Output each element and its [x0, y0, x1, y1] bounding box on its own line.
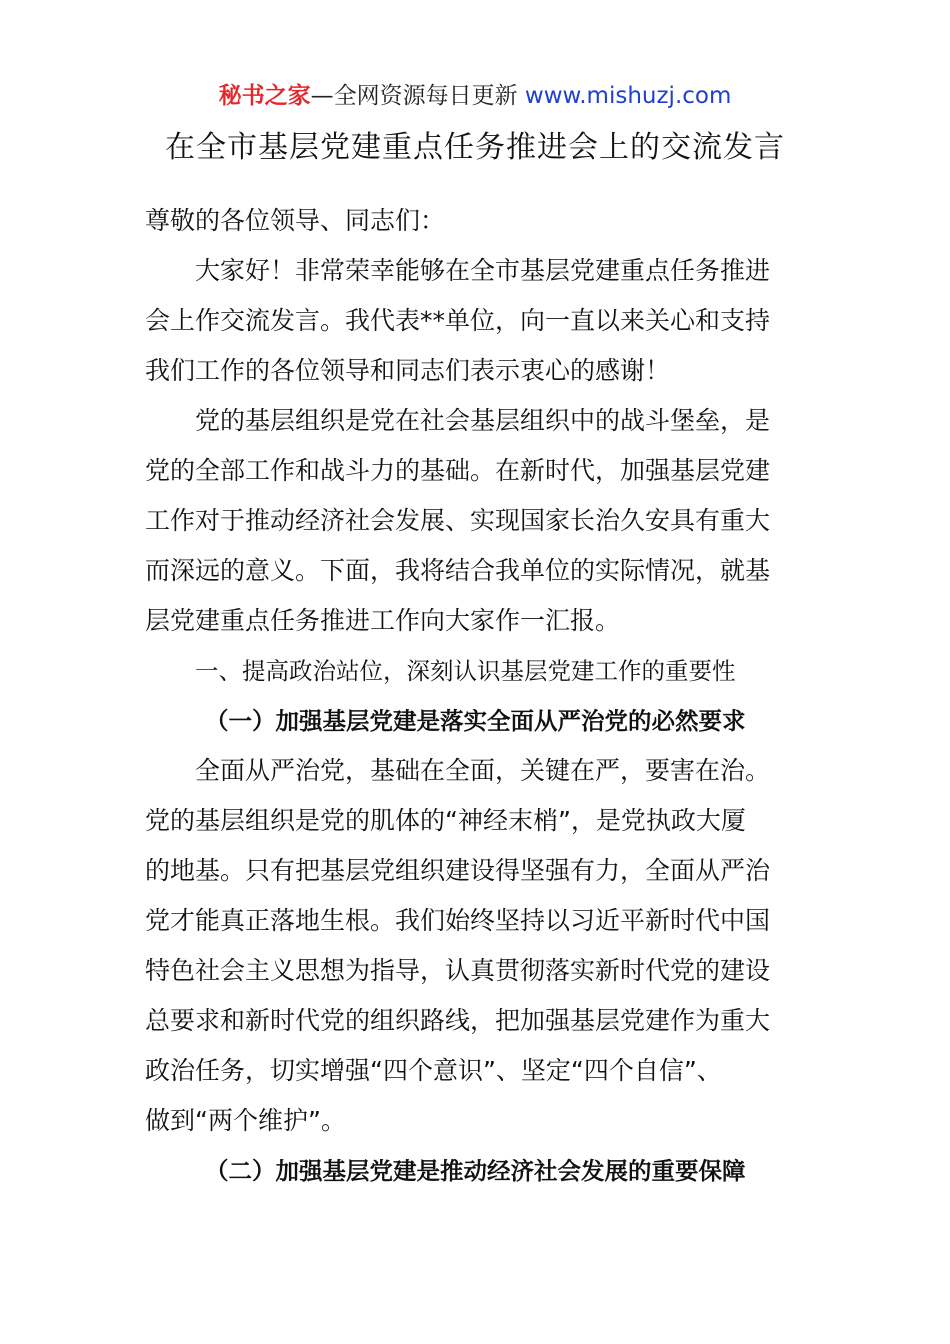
subsection-heading: （一）加强基层党建是落实全面从严治党的必然要求 [205, 707, 746, 735]
site-tagline: —全网资源每日更新 [310, 83, 518, 109]
paragraph-line: 党的全部工作和战斗力的基础。在新时代，加强基层党建 [145, 456, 771, 485]
document-body [145, 196, 810, 1196]
paragraph-line: 层党建重点任务推进工作向大家作一汇报。 [145, 606, 621, 635]
paragraph-line: 全面从严治党，基础在全面，关键在严，要害在治。 [195, 756, 771, 785]
paragraph-line: 总要求和新时代党的组织路线，把加强基层党建作为重大 [145, 1006, 771, 1035]
subsection-heading: （二）加强基层党建是推动经济社会发展的重要保障 [205, 1157, 746, 1185]
paragraph-line: 党才能真正落地生根。我们始终坚持以习近平新时代中国 [145, 906, 771, 935]
paragraph-line: 工作对于推动经济社会发展、实现国家长治久安具有重大 [145, 506, 771, 535]
paragraph-line: 政治任务，切实增强“四个意识”、坚定“四个自信”、 [145, 1056, 722, 1085]
paragraph-line: 的地基。只有把基层党组织建设得坚强有力，全面从严治 [145, 856, 771, 885]
site-name: 秘书之家 [218, 83, 311, 109]
site-header [0, 80, 950, 112]
paragraph-line: 会上作交流发言。我代表**单位，向一直以来关心和支持 [145, 306, 771, 335]
paragraph-line: 大家好！非常荣幸能够在全市基层党建重点任务推进 [195, 256, 771, 285]
document-title: 在全市基层党建重点任务推进会上的交流发言 [165, 130, 785, 165]
paragraph-line: 而深远的意义。下面，我将结合我单位的实际情况，就基 [145, 556, 771, 585]
salutation: 尊敬的各位领导、同志们： [145, 206, 446, 235]
paragraph-line: 做到“两个维护”。 [145, 1106, 346, 1135]
paragraph-line: 党的基层组织是党的肌体的“神经末梢”，是党执政大厦 [145, 806, 746, 835]
site-url[interactable]: www.mishuzj.com [524, 83, 732, 109]
paragraph-line: 特色社会主义思想为指导，认真贯彻落实新时代党的建设 [145, 956, 771, 985]
paragraph-line: 党的基层组织是党在社会基层组织中的战斗堡垒，是 [195, 406, 771, 435]
paragraph-line: 我们工作的各位领导和同志们表示衷心的感谢！ [145, 356, 671, 385]
section-heading: 一、提高政治站位，深刻认识基层党建工作的重要性 [195, 657, 736, 685]
